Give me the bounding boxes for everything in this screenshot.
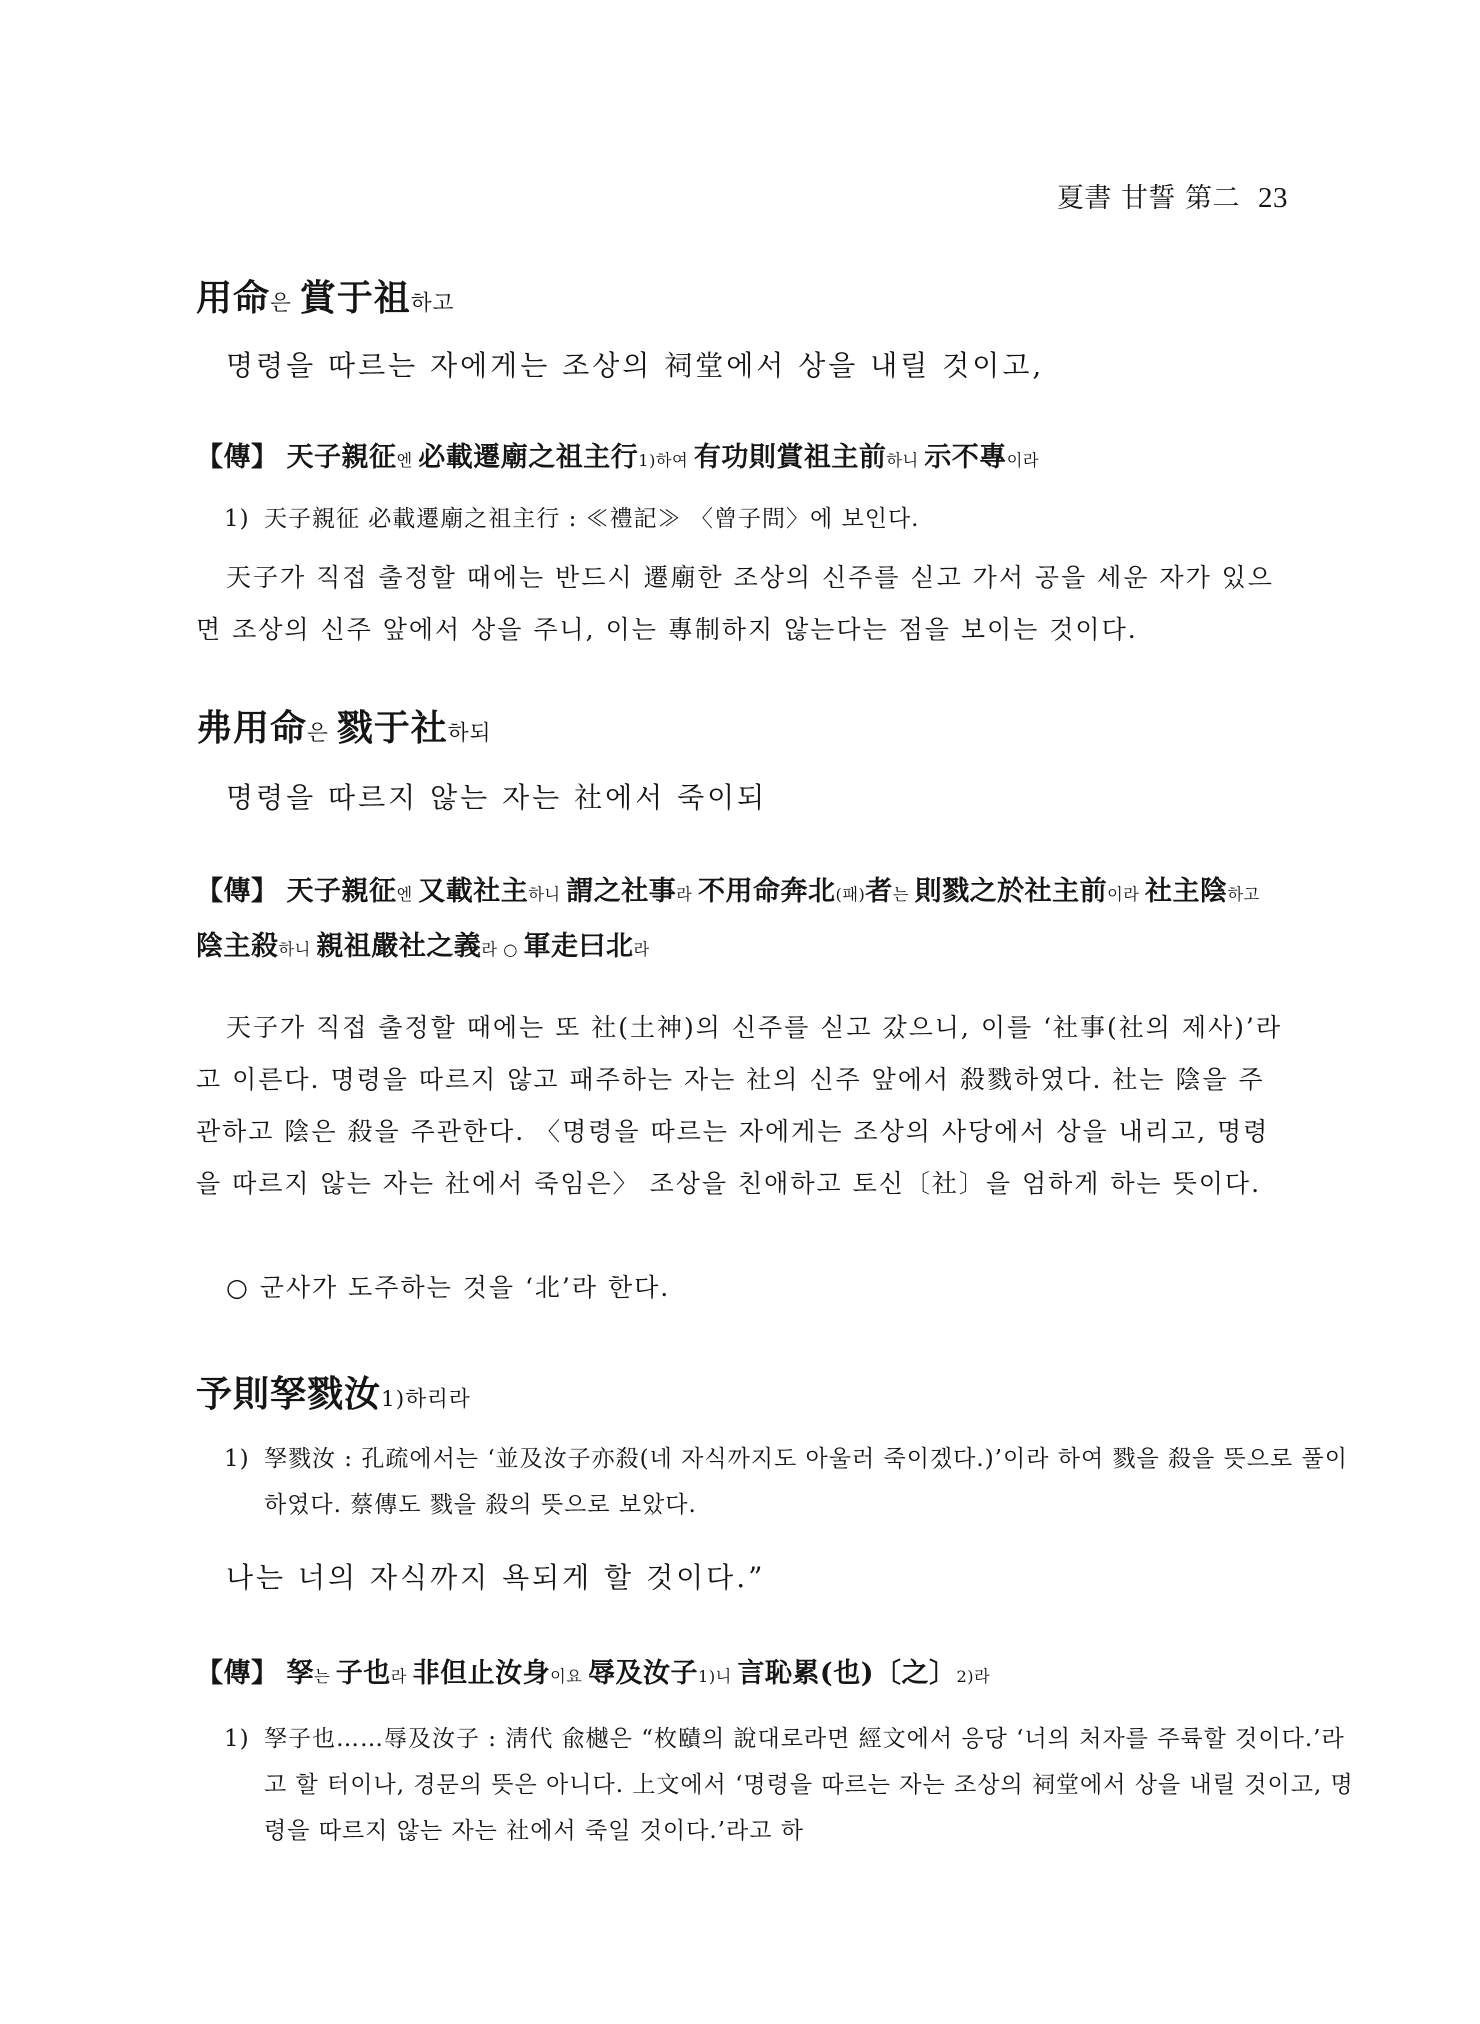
footnote-ref: 2) bbox=[956, 1667, 975, 1686]
section3-commentary: 【傳】 孥는 子也라 非但止汝身이요 辱及汝子$^{1)}$니 言恥累(也)〔之〕$^{2)}$라 bbox=[196, 1658, 991, 1689]
commentary-tag: 【傳】 bbox=[196, 876, 279, 907]
section3-footnote-2: 1) 孥子也……辱及汝子 : 淸代 兪樾은 “枚賾의 說대로라면 經文에서 응당 ‘너의 처자를 주륙할 것이다.’라고 할 터이나, 경문의 뜻은 아니다. 上文에서 ‘명령을 따르는 자는 조상의 祠堂에서 상을 내릴 것이고, 명령을 따르지 않는 자는 社에서 죽일 것이다.’라고 하 bbox=[224, 1726, 1354, 1844]
footnote-ref: 1) bbox=[638, 451, 656, 470]
section2-commentary: 【傳】 天子親征엔 又載社主하니 謂之社事라 不用命奔北(패)者는 則戮之於社主前이라 社主陰하고 陰主殺하니 親祖嚴社之義라 ○ 軍走曰北라 bbox=[196, 876, 1260, 962]
section2-translation: 명령을 따르지 않는 자는 社에서 죽이되 bbox=[226, 781, 768, 814]
running-header bbox=[1057, 176, 1288, 215]
section1-translation: 명령을 따르는 자에게는 조상의 祠堂에서 상을 내릴 것이고, bbox=[226, 349, 1045, 382]
section3-translation: 나는 너의 자식까지 욕되게 할 것이다.” bbox=[226, 1561, 766, 1594]
commentary-tag: 【傳】 bbox=[196, 1658, 279, 1689]
section2-heading: 弗用命은 戮于社하되 bbox=[196, 707, 492, 749]
section1-footnote: 1) 天子親征 必載遷廟之祖主行 : ≪禮記≫ 〈曾子問〉에 보인다. bbox=[224, 506, 920, 532]
header-title: 夏書 甘誓 第二 bbox=[1056, 183, 1240, 214]
footnote-ref: 1) bbox=[381, 1387, 406, 1412]
page-number: 23 bbox=[1258, 182, 1288, 214]
section3-footnote: 1) 孥戮汝 : 孔疏에서는 ‘並及汝子亦殺(네 자식까지도 아울러 죽이겠다.)’이라 하여 戮을 殺을 뜻으로 풀이하였다. 蔡傳도 戮을 殺의 뜻으로 보았다. bbox=[224, 1446, 1348, 1518]
section2-paragraph-note: ○ 군사가 도주하는 것을 ‘北’라 한다. bbox=[226, 1273, 671, 1302]
commentary-tag: 【傳】 bbox=[196, 442, 279, 473]
section1-paragraph: 天子가 직접 출정할 때에는 반드시 遷廟한 조상의 신주를 싣고 가서 공을 세운 자가 있으면 조상의 신주 앞에서 상을 주니, 이는 專制하지 않는다는 점을 보이는 것이다. bbox=[196, 563, 1274, 644]
section3-heading: 予則孥戮汝$^{1)}$하리라 bbox=[196, 1373, 471, 1415]
section1-heading: 用命은 賞于祖하고 bbox=[196, 277, 455, 319]
section2-paragraph: 天子가 직접 출정할 때에는 또 社(土神)의 신주를 싣고 갔으니, 이를 ‘社事(社의 제사)’라고 이른다. 명령을 따르지 않고 패주하는 자는 社의 신주 앞에서 殺戮하였다. 社는 陰을 주관하고 陰은 殺을 주관한다. 〈명령을 따르는 자에게는 조상의 사당에서 상을 내리고, 명령을 따르지 않는 자는 社에서 죽임은〉 조상을 친애하고 토신〔社〕을 엄하게 하는 뜻이다. bbox=[196, 1013, 1283, 1198]
footnote-ref: 1) bbox=[698, 1667, 716, 1686]
section1-commentary: 【傳】 天子親征엔 必載遷廟之祖主行$^{1)}$하여 有功則賞祖主前하니 示不專이라 bbox=[196, 442, 1040, 473]
